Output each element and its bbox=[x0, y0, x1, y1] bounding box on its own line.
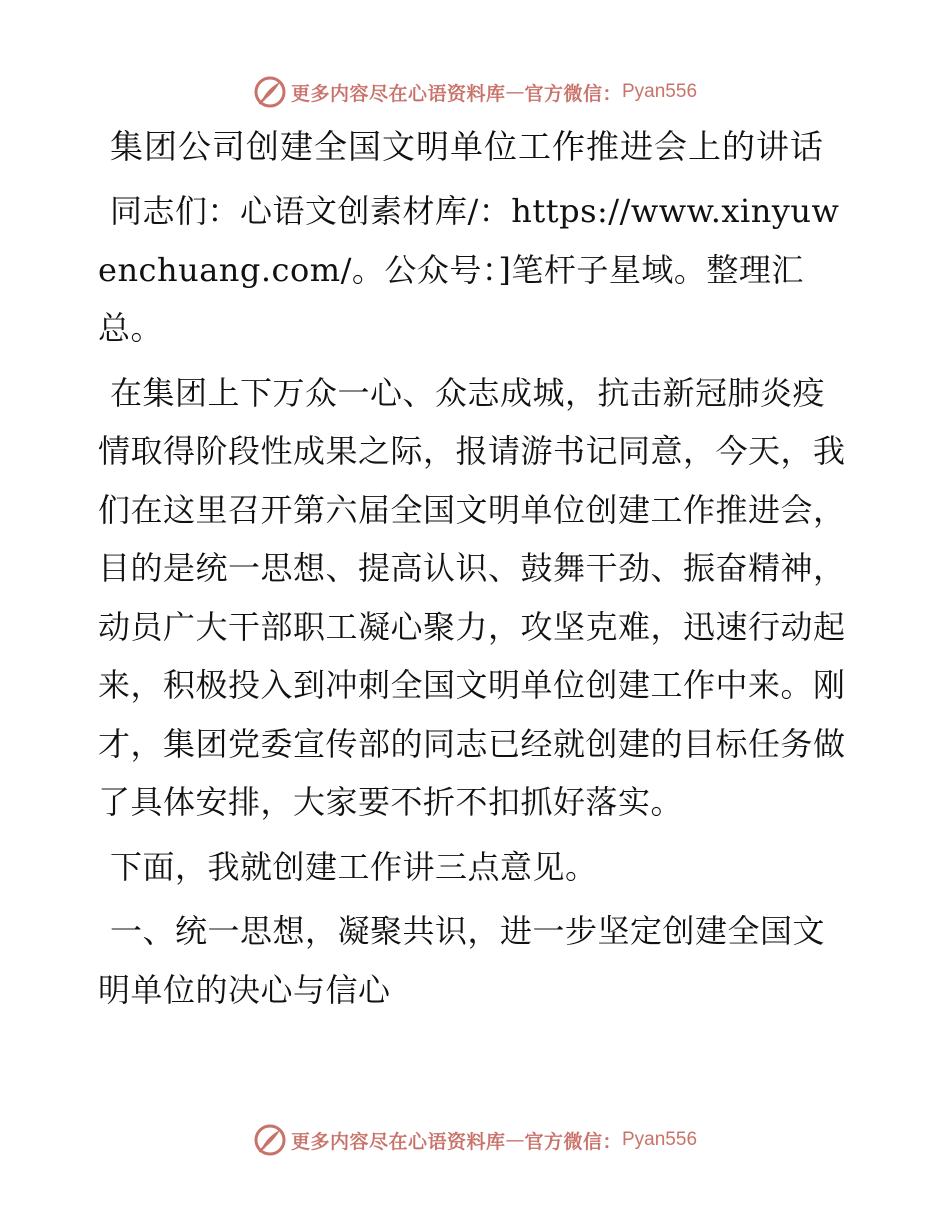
paragraph-transition: 下面，我就创建工作讲三点意见。 bbox=[110, 847, 598, 886]
watermark-main-text: 更多内容尽在心语资料库 bbox=[290, 1130, 506, 1153]
watermark-separator: — bbox=[505, 81, 525, 103]
section-heading-one: 一、统一思想，凝聚共识，进一步坚定创建全国文明单位的决心与信心 bbox=[98, 912, 826, 1009]
paragraph-intro: 同志们：心语文创素材库/：https://www.xinyuwenchuang.com/。公众号：]笔杆子星域。整理汇总。 bbox=[98, 192, 840, 347]
document-body bbox=[98, 118, 850, 1025]
watermark-official-label: 官方微信： bbox=[524, 1130, 622, 1153]
watermark-official-label: 官方微信： bbox=[524, 82, 622, 105]
watermark-wechat-id: Pyan556 bbox=[622, 1129, 698, 1150]
header-watermark bbox=[0, 70, 950, 114]
footer-watermark bbox=[0, 1118, 950, 1162]
quill-logo-icon bbox=[253, 75, 287, 109]
watermark-separator: — bbox=[505, 1129, 525, 1151]
paragraph-opening: 在集团上下万众一心、众志成城，抗击新冠肺炎疫情取得阶段性成果之际，报请游书记同意，今天，我们在这里召开第六届全国文明单位创建工作推进会，目的是统一思想、提高认识、鼓舞干劲、振奋精神，动员广大干部职工凝心聚力，攻坚克难，迅速行动起来，积极投入到冲刺全国文明单位创建工作中来。刚才，集团党委宣传部的同志已经就创建的目标任务做了具体安排，大家要不折不扣抓好落实。 bbox=[98, 373, 846, 821]
watermark-main-text: 更多内容尽在心语资料库 bbox=[290, 82, 506, 105]
watermark-wechat-id: Pyan556 bbox=[622, 81, 698, 102]
quill-logo-icon bbox=[253, 1123, 287, 1157]
document-title: 集团公司创建全国文明单位工作推进会上的讲话 bbox=[110, 127, 824, 166]
